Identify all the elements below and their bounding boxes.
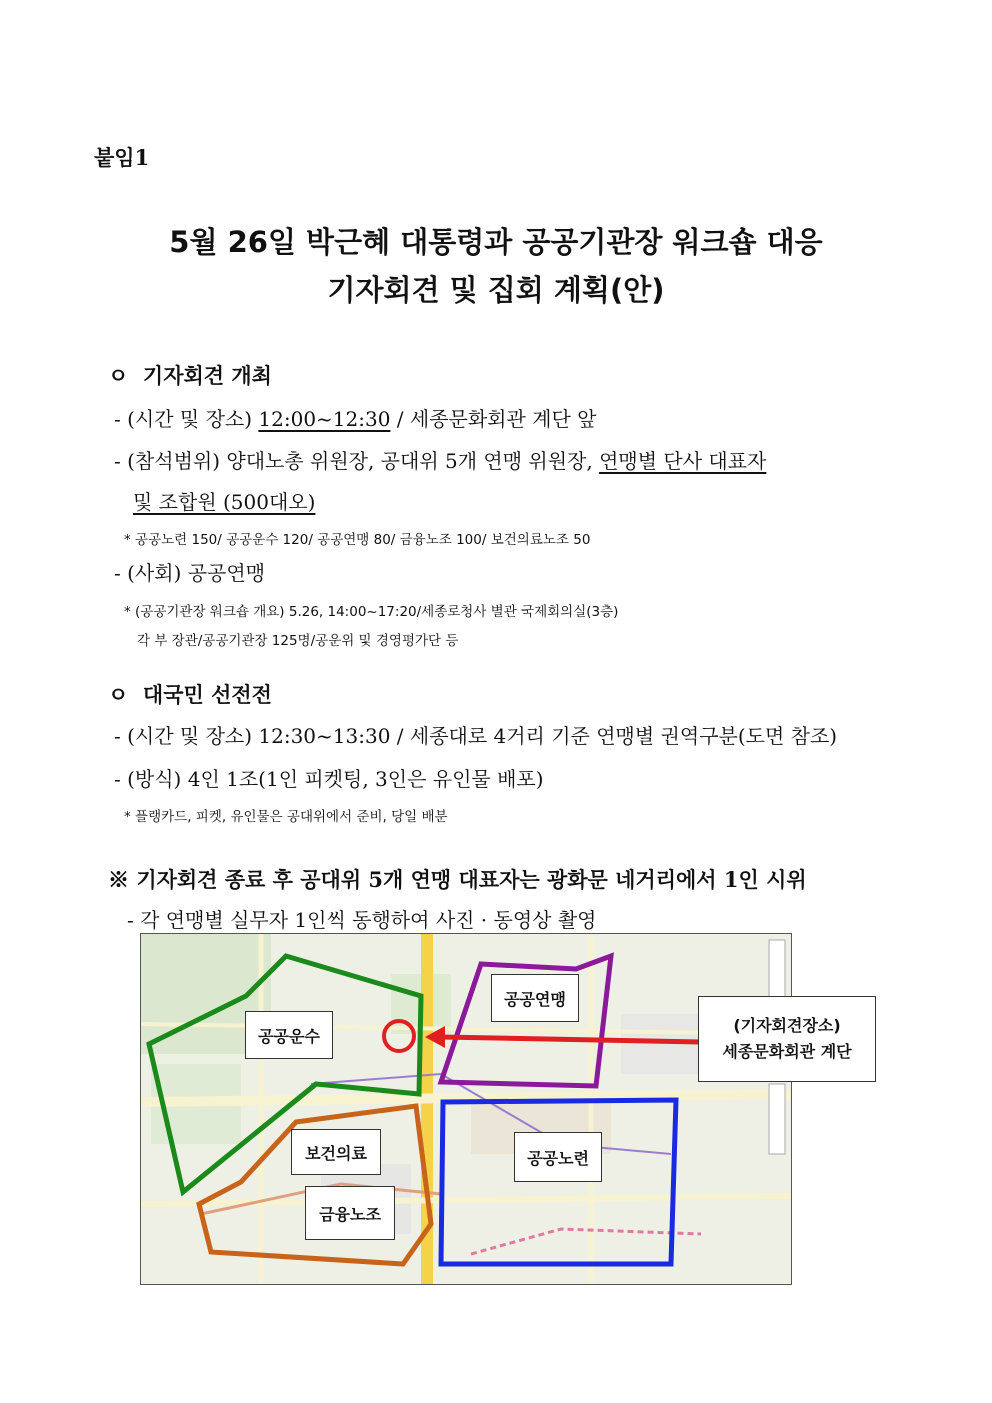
section2-item-time-place: - (시간 및 장소) 12:30~13:30 / 세종대로 4거리 기준 연맹별 권역구분(도면 참조)	[114, 724, 838, 748]
section1-note-workshop: * (공공기관장 워크숍 개요) 5.26, 14:00~17:20/세종로청사 별관 국제회의실(3층)	[124, 604, 619, 620]
zone-label-yeonmaeng: 공공연맹	[491, 974, 579, 1022]
section2-bullet: ㅇ	[108, 682, 129, 707]
section1-item-host: - (사회) 공공연맹	[114, 561, 266, 585]
page-title-line2: 기자회견 및 집회 계획(안)	[327, 273, 665, 307]
zone-label-bogeon: 보건의료	[291, 1129, 381, 1175]
section1-item-attendees-cont: 및 조합원 (500대오)	[133, 490, 316, 514]
press-time: 12:00~12:30	[258, 407, 391, 431]
attachment-label: 붙임1	[94, 145, 150, 170]
map-canvas	[141, 934, 791, 1284]
section1-bullet: ㅇ	[108, 363, 129, 388]
page-title-line1: 5월 26일 박근혜 대통령과 공공기관장 워크숍 대응	[169, 225, 823, 259]
section2-heading	[108, 679, 272, 709]
press-venue-callout: (기자회견장소) 세종문화회관 계단	[698, 996, 876, 1082]
section1-title: 기자회견 개최	[142, 363, 272, 388]
section1-note-quota: * 공공노련 150/ 공공운수 120/ 공공연맹 80/ 금융노조 100/ 보건의료노조 50	[124, 532, 591, 548]
section2-title: 대국민 선전전	[142, 682, 272, 707]
zone-label-geumyung: 금융노조	[305, 1186, 395, 1240]
zone-label-noryeon: 공공노련	[514, 1132, 602, 1182]
zone-label-unsu: 공공운수	[245, 1011, 333, 1059]
section1-note-workshop-cont: 각 부 장관/공공기관장 125명/공운위 및 경영평가단 등	[137, 633, 459, 649]
section1-item-attendees: - (참석범위) 양대노총 위원장, 공대위 5개 연맹 위원장, 연맹별 단사 대표자	[114, 449, 767, 473]
notice-line: ※ 기자회견 종료 후 공대위 5개 연맹 대표자는 광화문 네거리에서 1인 시위	[108, 867, 807, 892]
area-map	[140, 933, 792, 1285]
section1-heading	[108, 360, 272, 390]
section2-item-method: - (방식) 4인 1조(1인 피켓팅, 3인은 유인물 배포)	[114, 767, 544, 791]
notice-sub: - 각 연맹별 실무자 1인씩 동행하여 사진 · 동영상 촬영	[127, 908, 597, 932]
section2-note: * 플랭카드, 피켓, 유인물은 공대위에서 준비, 당일 배분	[124, 809, 448, 825]
notice-mark: ※	[108, 867, 129, 892]
section1-item-time-place: - (시간 및 장소) 12:00~12:30 / 세종문화회관 계단 앞	[114, 407, 597, 431]
